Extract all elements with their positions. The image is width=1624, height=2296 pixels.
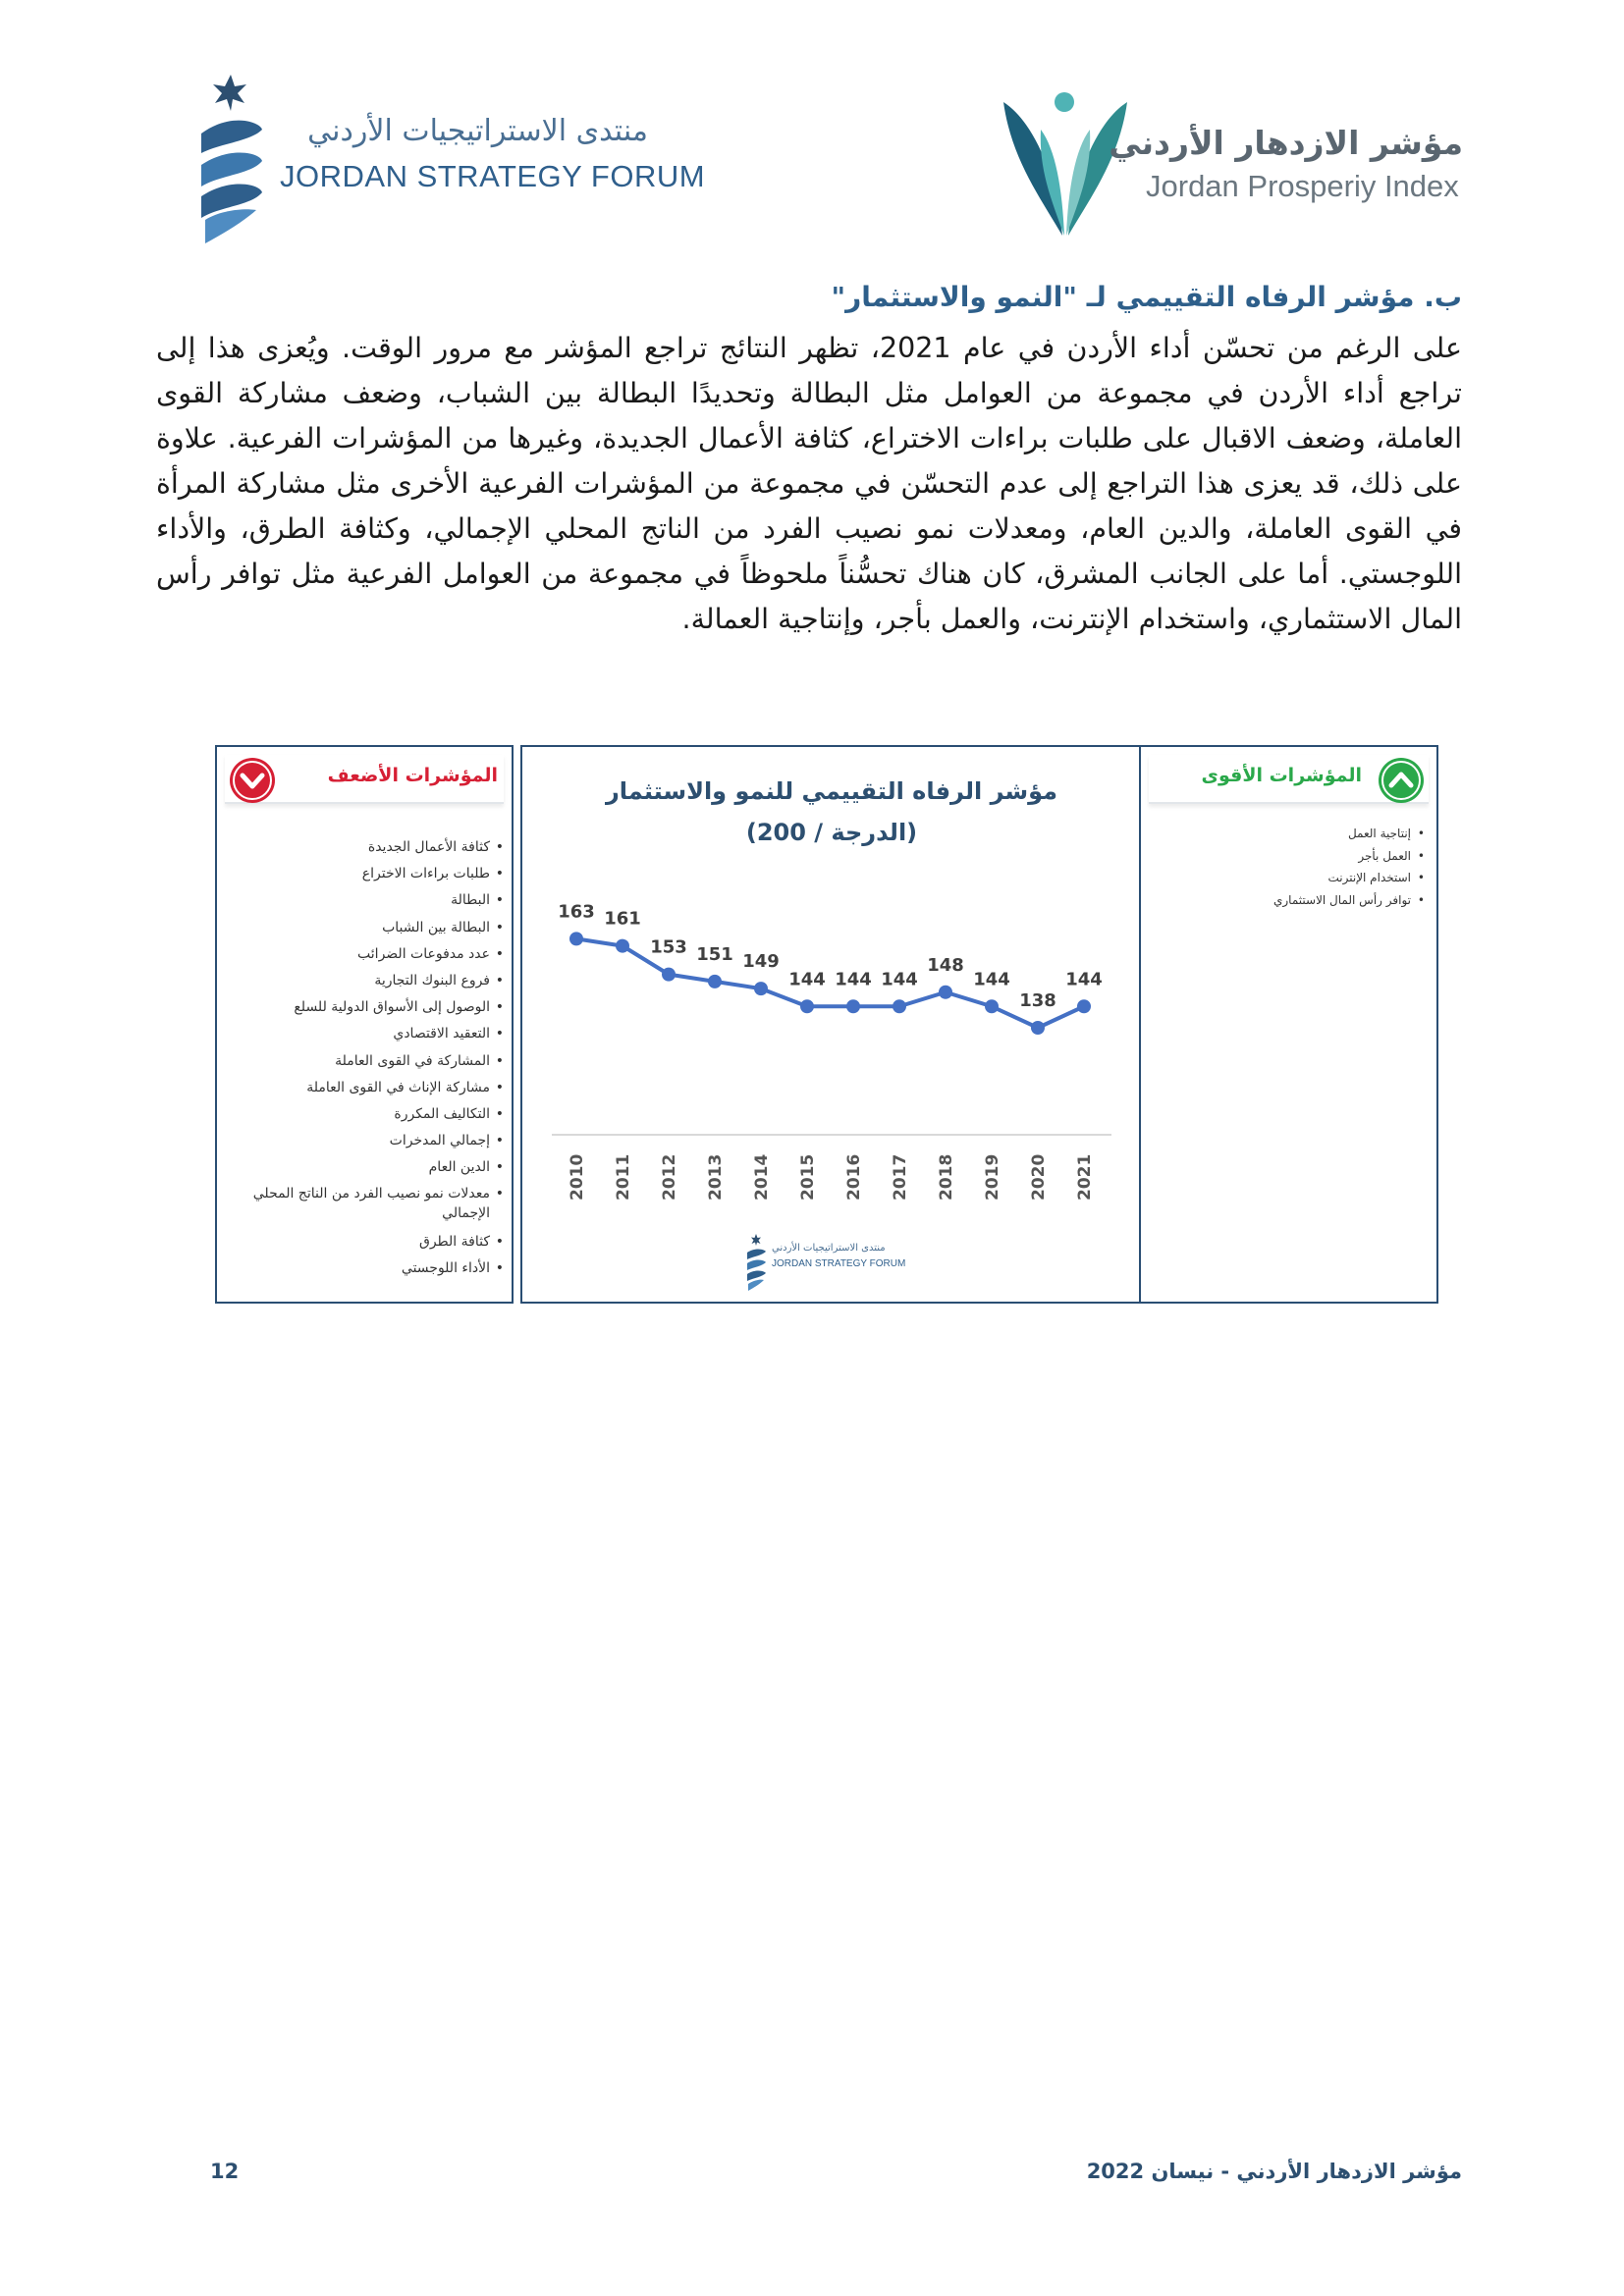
data-point: [616, 939, 629, 953]
weakest-panel-title: المؤشرات الأضعف: [327, 765, 498, 786]
chart-subtitle: (الدرجة / 200): [745, 819, 918, 846]
data-label: 153: [650, 936, 687, 958]
data-label: 144: [788, 969, 826, 990]
x-tick-label: 2015: [798, 1153, 818, 1201]
jpi-logo-english: Jordan Prosperiy Index: [1146, 169, 1459, 203]
data-point: [846, 999, 860, 1013]
list-item: • عدد مدفوعات الضرائب: [248, 941, 504, 968]
jordan-prosperity-index-logo: [1001, 90, 1463, 247]
section-title: ب. مؤشر الرفاه التقييمي لـ "النمو والاستثمار": [831, 281, 1462, 313]
chart-source-logo: [744, 1233, 941, 1292]
x-tick-label: 2010: [568, 1153, 587, 1201]
weakest-indicators-panel: [215, 745, 514, 1304]
jordan-strategy-forum-logo: [191, 73, 706, 244]
x-tick-label: 2020: [1029, 1153, 1049, 1201]
x-tick-label: 2017: [891, 1153, 910, 1201]
mini-logo-arabic: منتدى الاستراتيجيات الأردني: [772, 1243, 886, 1254]
data-point: [893, 999, 906, 1013]
list-item: • إنتاجية العمل: [1169, 823, 1425, 845]
x-tick-label: 2012: [660, 1153, 679, 1201]
data-label: 151: [696, 943, 733, 965]
x-tick-label: 2016: [844, 1153, 864, 1201]
data-point: [1077, 999, 1091, 1013]
list-item: • طلبات براءات الاختراع: [248, 861, 504, 887]
list-item: • المشاركة في القوى العاملة: [248, 1048, 504, 1075]
x-tick-label: 2013: [706, 1153, 726, 1201]
data-point: [800, 999, 814, 1013]
data-label: 144: [881, 969, 918, 990]
data-label: 148: [927, 954, 964, 976]
x-tick-label: 2011: [614, 1153, 633, 1201]
strongest-indicators-panel: [1139, 745, 1438, 1304]
list-item: • مشاركة الإناث في القوى العاملة: [248, 1075, 504, 1101]
data-point: [754, 982, 768, 995]
data-point: [569, 932, 583, 945]
page-number: 12: [210, 2160, 240, 2183]
data-point: [708, 975, 722, 988]
data-label: 144: [835, 969, 872, 990]
data-point: [939, 986, 952, 999]
data-label: 161: [604, 908, 641, 930]
list-item: • إجمالي المدخرات: [248, 1128, 504, 1154]
mini-logo-english: JORDAN STRATEGY FORUM: [772, 1258, 906, 1269]
chevron-up-icon: [1378, 757, 1425, 804]
list-item: • كثافة الأعمال الجديدة: [248, 834, 504, 861]
list-item: • التكاليف المكررة: [248, 1101, 504, 1128]
list-item: • الدين العام: [248, 1154, 504, 1181]
data-label: 163: [558, 901, 595, 923]
list-item: • الأداء اللوجستي: [248, 1255, 504, 1282]
data-point: [662, 968, 676, 982]
data-point: [1031, 1021, 1045, 1035]
list-item: • الوصول إلى الأسواق الدولية للسلع: [248, 994, 504, 1021]
list-item: • العمل بأجر: [1169, 845, 1425, 868]
data-label: 149: [742, 951, 780, 973]
jpi-logo-arabic: مؤشر الازدهار الأردني: [1109, 124, 1463, 162]
list-item: • توافر رأس المال الاستثماري: [1169, 889, 1425, 912]
jsf-emblem-icon: [191, 73, 270, 244]
footer-title: مؤشر الازدهار الأردني - نيسان 2022: [1086, 2160, 1462, 2183]
list-item: • فروع البنوك التجارية: [248, 968, 504, 994]
list-item: • البطالة بين الشباب: [248, 915, 504, 941]
jsf-mini-emblem-icon: [744, 1233, 768, 1292]
list-item: • التعقيد الاقتصادي: [248, 1021, 504, 1047]
line-chart: [522, 747, 1141, 1302]
data-label: 138: [1019, 990, 1056, 1011]
strongest-panel-title: المؤشرات الأقوى: [1201, 765, 1362, 786]
list-item: • كثافة الطرق: [248, 1229, 504, 1255]
jpi-emblem-icon: [1001, 90, 1129, 238]
x-tick-label: 2014: [752, 1153, 772, 1201]
list-item: • استخدام الإنترنت: [1169, 867, 1425, 889]
x-tick-label: 2019: [983, 1153, 1002, 1201]
section-paragraph: على الرغم من تحسّن أداء الأردن في عام 2021، تظهر النتائج تراجع المؤشر مع مرور الوقت. ويُعزى هذا إلى تراجع أداء الأردن في مجموعة من العوامل مثل البطالة وتحديدًا البطالة بين الشباب، وضعف مشاركة القوى العاملة، وضعف الاقبال على طلبات براءات الاختراع، كثافة الأعمال الجديدة، وغيرها من المؤشرات الفرعية. علاوة على ذلك، قد يعزى هذا التراجع إلى عدم التحسّن في مجموعة من المؤشرات الفرعية الأخرى مثل مشاركة المرأة في القوى العاملة، والدين العام، ومعدلات نمو نصيب الفرد من الناتج المحلي الإجمالي، وكثافة الطرق، والأداء اللوجستي. أما على الجانب المشرق، كان هناك تحسُّناً ملحوظاً في مجموعة من العوامل الفرعية مثل توافر رأس المال الاستثماري، واستخدام الإنترنت، والعمل بأجر، وإنتاجية العمالة.: [156, 332, 1462, 635]
strongest-indicators-list: [1169, 823, 1425, 911]
list-item: • معدلات نمو نصيب الفرد من الناتج المحلي الإجمالي: [248, 1184, 504, 1223]
data-point: [985, 999, 999, 1013]
jsf-logo-arabic: منتدى الاستراتيجيات الأردني: [307, 114, 648, 148]
chart-panel: [520, 745, 1143, 1304]
list-item: • البطالة: [248, 887, 504, 914]
chart-title: مؤشر الرفاه التقييمي للنمو والاستثمار: [605, 777, 1058, 805]
weakest-indicators-list: [248, 834, 504, 1282]
data-label: 144: [1065, 969, 1103, 990]
chevron-down-icon: [229, 757, 276, 804]
x-tick-label: 2021: [1075, 1153, 1095, 1201]
jsf-logo-english: JORDAN STRATEGY FORUM: [280, 159, 706, 193]
strongest-panel-header: [1149, 755, 1429, 804]
data-label: 144: [973, 969, 1010, 990]
x-tick-label: 2018: [937, 1153, 956, 1201]
weakest-panel-header: [225, 755, 504, 804]
